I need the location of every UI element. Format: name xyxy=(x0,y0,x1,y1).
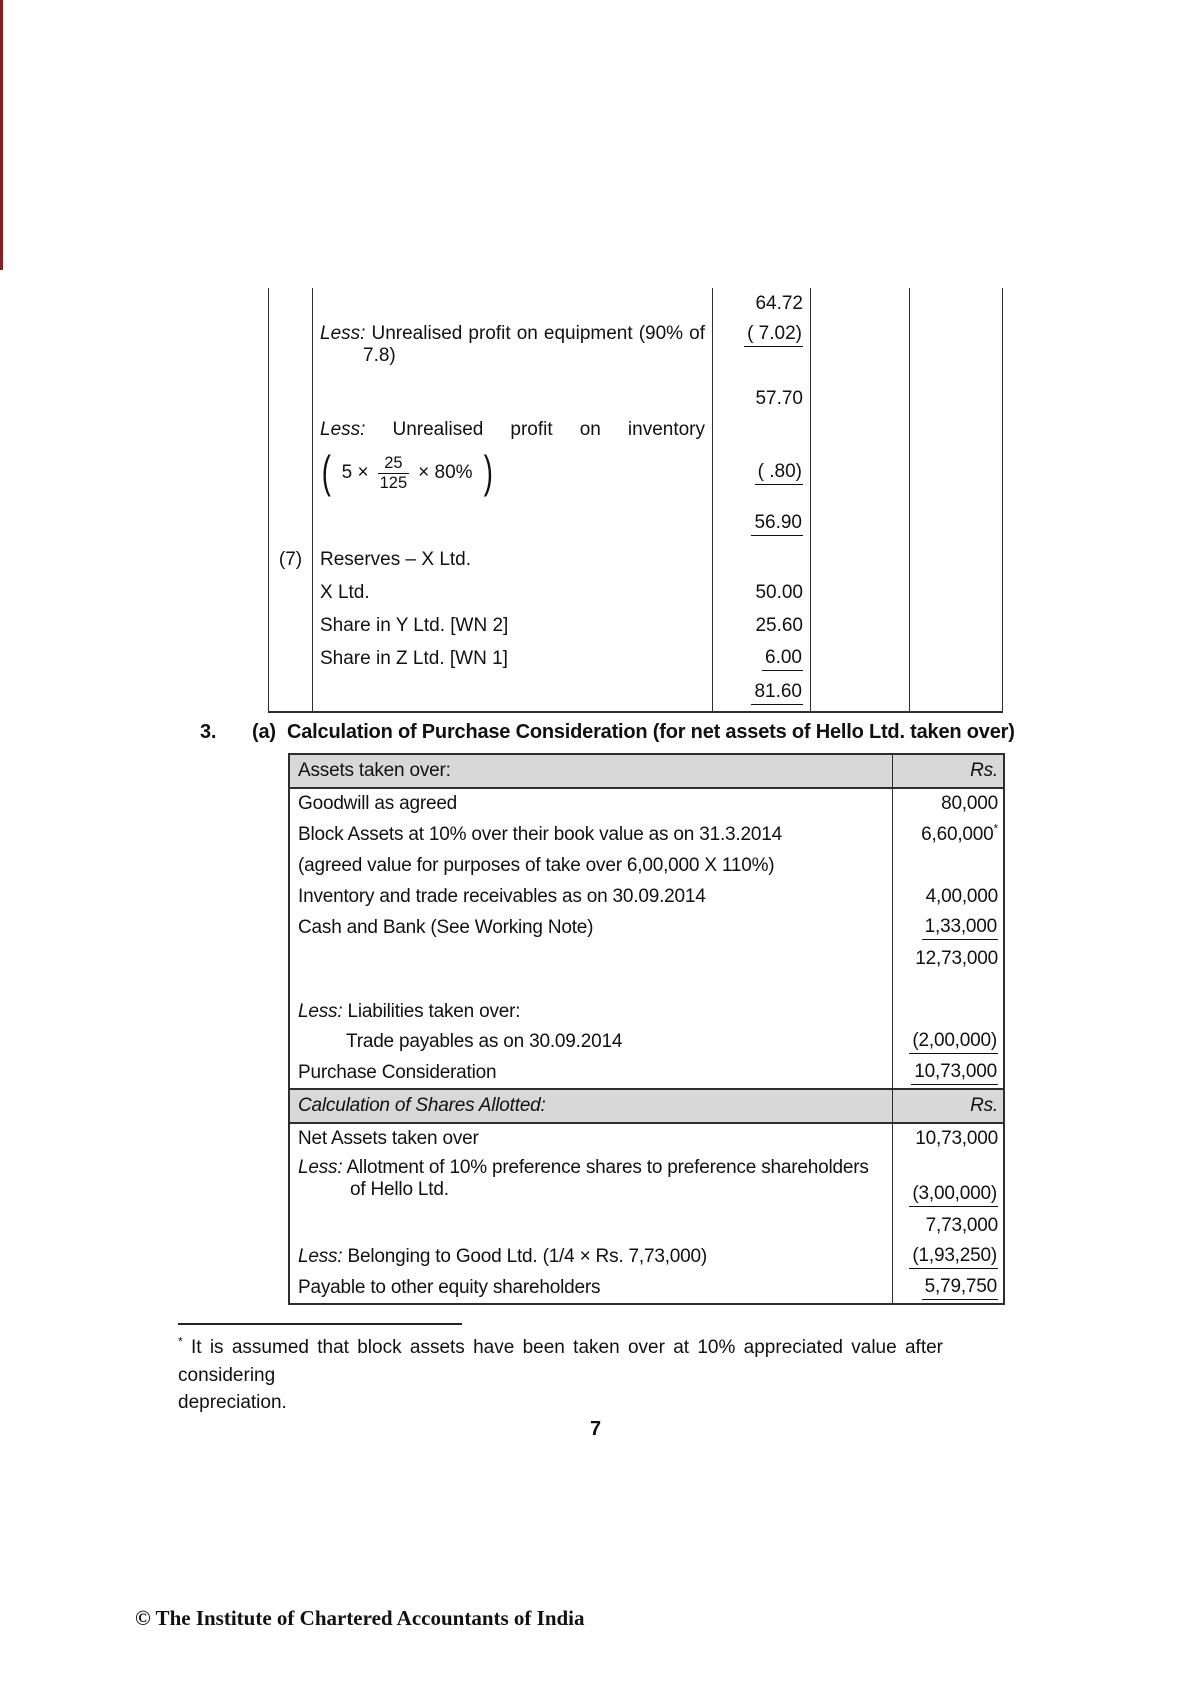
amount-cell xyxy=(892,1241,1004,1272)
header-label-cell: Assets taken over: xyxy=(289,754,892,788)
underlined-amount: (3,00,000) xyxy=(909,1183,998,1207)
item-label-cell: Share in Z Ltd. [WN 1] xyxy=(313,642,713,675)
table-row xyxy=(289,943,1004,974)
amount-cell: 25.60 xyxy=(713,609,811,642)
amount-cell xyxy=(892,912,1004,943)
footnote-marker: * xyxy=(178,1334,183,1349)
empty-cell xyxy=(713,414,811,446)
line-item-label xyxy=(298,1157,884,1179)
empty-cell xyxy=(811,500,910,542)
amount-cell: 57.70 xyxy=(713,378,811,414)
label-wrap-line: 7.8) xyxy=(363,345,396,366)
label-text: Unrealised profit on inventory xyxy=(392,419,705,440)
table-row xyxy=(289,912,1004,943)
amount-cell xyxy=(713,500,811,542)
table-row xyxy=(269,378,1003,414)
table-row xyxy=(289,1026,1004,1057)
empty-cell xyxy=(910,609,1003,642)
item-label-cell: Share in Y Ltd. [WN 2] xyxy=(313,609,713,642)
item-label-cell: Net Assets taken over xyxy=(298,1128,479,1149)
less-keyword: Less: xyxy=(298,1245,343,1267)
table-row xyxy=(289,1241,1004,1272)
underlined-amount: (2,00,000) xyxy=(909,1030,998,1054)
table-row xyxy=(269,320,1003,378)
amount-cell: 80,000 xyxy=(892,788,1004,819)
empty-cell xyxy=(811,542,910,577)
amount-cell xyxy=(892,1272,1004,1304)
item-label-cell xyxy=(313,414,713,446)
table-header-row xyxy=(289,754,1004,788)
table-header-row xyxy=(289,1089,1004,1123)
item-label-cell: Cash and Bank (See Working Note) xyxy=(298,916,594,938)
amount: 6,60,000 xyxy=(921,823,994,845)
amount-cell xyxy=(892,1026,1004,1057)
underlined-amount: 5,79,750 xyxy=(922,1276,998,1300)
empty-cell xyxy=(269,642,313,675)
empty-cell xyxy=(910,446,1003,500)
underlined-amount: ( 7.02) xyxy=(744,323,803,347)
empty-cell xyxy=(811,288,910,320)
item-label-cell: Block Assets at 10% over their book value as on 31.3.2014 xyxy=(298,823,782,845)
item-label-cell xyxy=(313,320,713,378)
table-row xyxy=(289,1154,1004,1211)
formula-pre: 5 × xyxy=(341,462,369,483)
empty-cell xyxy=(811,378,910,414)
underlined-amount: 6.00 xyxy=(762,647,803,671)
less-keyword: Less: xyxy=(320,323,366,344)
item-label-cell xyxy=(289,1241,892,1272)
empty-cell xyxy=(910,378,1003,414)
item-number-cell: (7) xyxy=(269,542,313,577)
table-row xyxy=(289,850,1004,881)
underlined-amount: 1,33,000 xyxy=(922,916,998,940)
footnote-marker: * xyxy=(993,821,998,836)
underlined-amount: 10,73,000 xyxy=(911,1061,998,1085)
less-keyword: Less: xyxy=(298,1001,343,1022)
empty-cell xyxy=(313,378,713,414)
underlined-amount: ( .80) xyxy=(755,461,803,485)
item-label-cell xyxy=(313,446,713,500)
empty-cell xyxy=(892,974,1004,1026)
empty-cell xyxy=(910,675,1003,712)
less-keyword: Less: xyxy=(298,1157,343,1178)
label-text: Liabilities taken over: xyxy=(347,1001,521,1022)
item-label-cell: X Ltd. xyxy=(313,577,713,609)
item-label-cell: (agreed value for purposes of take over 6,00,000 X 110%) xyxy=(298,854,775,876)
purchase-consideration-table xyxy=(288,753,1005,1305)
amount-cell xyxy=(713,446,811,500)
amount-cell xyxy=(892,1057,1004,1089)
scan-edge-artifact xyxy=(0,0,3,270)
footnote-line-2: depreciation. xyxy=(178,1392,287,1414)
item-label-cell: Payable to other equity shareholders xyxy=(298,1276,601,1298)
underlined-amount: 56.90 xyxy=(751,512,803,536)
empty-cell xyxy=(910,542,1003,577)
consolidation-workings-table xyxy=(268,288,1003,713)
table-row xyxy=(269,675,1003,712)
footnote-text: It is assumed that block assets have been taken over at 10% appreciated value after considering xyxy=(178,1337,944,1386)
table-row xyxy=(289,974,1004,1026)
label-wrap-line: of Hello Ltd. xyxy=(350,1179,449,1200)
empty-cell xyxy=(269,414,313,446)
empty-cell xyxy=(811,577,910,609)
empty-cell xyxy=(910,500,1003,542)
empty-cell xyxy=(269,500,313,542)
numerator: 25 xyxy=(384,453,403,472)
empty-cell xyxy=(811,414,910,446)
table-row xyxy=(269,446,1003,500)
table-row xyxy=(269,414,1003,446)
table-row xyxy=(269,500,1003,542)
empty-cell xyxy=(910,414,1003,446)
currency-unit-cell: Rs. xyxy=(892,754,1004,788)
amount-cell: 64.72 xyxy=(713,288,811,320)
empty-cell xyxy=(313,500,713,542)
line-item-label xyxy=(320,419,705,441)
table-row xyxy=(269,542,1003,577)
table-row xyxy=(289,1123,1004,1154)
item-label-cell: Purchase Consideration xyxy=(298,1061,497,1083)
fraction xyxy=(378,454,410,493)
amount-cell: 10,73,000 xyxy=(892,1123,1004,1154)
table-row xyxy=(269,288,1003,320)
item-label-cell: Reserves – X Ltd. xyxy=(313,542,713,577)
empty-cell xyxy=(313,288,713,320)
amount-cell: 50.00 xyxy=(713,577,811,609)
table-row xyxy=(269,642,1003,675)
open-paren: ( xyxy=(321,448,331,498)
empty-cell xyxy=(269,446,313,500)
empty-cell xyxy=(313,675,713,712)
denominator: 125 xyxy=(379,473,408,492)
amount-cell: 7,73,000 xyxy=(892,1211,1004,1241)
empty-cell xyxy=(811,675,910,712)
table-row xyxy=(269,577,1003,609)
item-label-cell xyxy=(289,1154,892,1211)
empty-cell xyxy=(892,850,1004,881)
table-row xyxy=(289,1057,1004,1089)
empty-cell xyxy=(269,577,313,609)
empty-cell xyxy=(910,577,1003,609)
amount-cell: 4,00,000 xyxy=(892,881,1004,912)
item-label-cell: Inventory and trade receivables as on 30.09.2014 xyxy=(298,885,706,907)
question-number: 3. xyxy=(200,721,217,743)
table-row xyxy=(289,788,1004,819)
empty-cell xyxy=(289,1211,892,1241)
empty-cell xyxy=(811,642,910,675)
table-row xyxy=(289,1211,1004,1241)
item-label-cell xyxy=(289,974,892,1026)
section-title: Calculation of Purchase Consideration (for net assets of Hello Ltd. taken over) xyxy=(287,721,1015,743)
table-row xyxy=(269,609,1003,642)
empty-cell xyxy=(713,542,811,577)
empty-cell xyxy=(269,320,313,378)
amount-cell xyxy=(713,675,811,712)
empty-cell xyxy=(811,446,910,500)
currency-unit-cell: Rs. xyxy=(892,1089,1004,1123)
empty-cell xyxy=(269,378,313,414)
item-label-cell xyxy=(289,1026,892,1057)
line-item-label xyxy=(320,323,705,345)
empty-cell xyxy=(289,943,892,974)
amount-cell: 12,73,000 xyxy=(892,943,1004,974)
table-row xyxy=(289,819,1004,850)
label-text: Belonging to Good Ltd. (1/4 × Rs. 7,73,000) xyxy=(347,1245,708,1267)
item-label-cell: Goodwill as agreed xyxy=(298,793,458,814)
amount-cell xyxy=(892,1154,1004,1211)
inventory-profit-formula xyxy=(320,448,494,498)
footnote xyxy=(178,1334,943,1417)
header-label-cell: Calculation of Shares Allotted: xyxy=(289,1089,892,1123)
empty-cell xyxy=(811,609,910,642)
footnote-line-1 xyxy=(178,1334,943,1389)
amount-cell xyxy=(713,320,811,378)
less-keyword: Less: xyxy=(320,419,366,440)
footnote-separator-rule xyxy=(178,1323,462,1325)
empty-cell xyxy=(811,320,910,378)
empty-cell xyxy=(910,642,1003,675)
empty-cell xyxy=(910,288,1003,320)
amount-cell xyxy=(713,642,811,675)
empty-cell xyxy=(910,320,1003,378)
page-number: 7 xyxy=(589,1418,602,1440)
table-row xyxy=(289,881,1004,912)
indented-label: Trade payables as on 30.09.2014 xyxy=(346,1030,623,1052)
formula-post: × 80% xyxy=(418,462,473,483)
label-text: Unrealised profit on equipment (90% of xyxy=(371,323,705,344)
label-text: Allotment of 10% preference shares to preference shareholders xyxy=(346,1157,869,1178)
amount-cell xyxy=(892,819,1004,850)
underlined-amount: (1,93,250) xyxy=(909,1245,998,1269)
copyright-footer: © The Institute of Chartered Accountants of India xyxy=(135,1606,585,1630)
question-part: (a) xyxy=(252,721,276,743)
close-paren: ) xyxy=(483,448,493,498)
empty-cell xyxy=(269,609,313,642)
empty-cell xyxy=(269,288,313,320)
underlined-amount: 81.60 xyxy=(751,681,803,705)
empty-cell xyxy=(269,675,313,712)
table-row xyxy=(289,1272,1004,1304)
